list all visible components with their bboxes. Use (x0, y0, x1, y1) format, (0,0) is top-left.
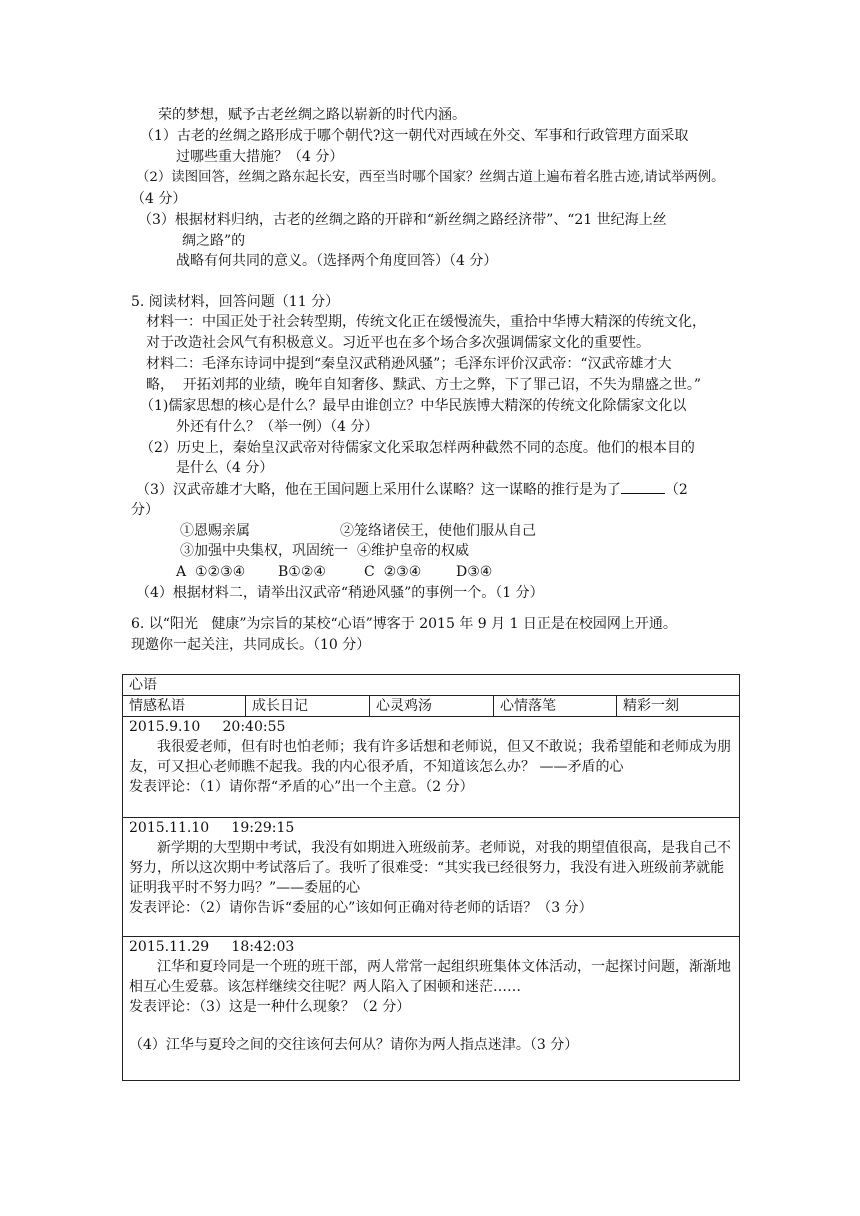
tab-emotion[interactable]: 情感私语 (123, 696, 246, 717)
entry-body: 我很爱老师，但有时也怕老师；我有许多话想和老师说，但又不敢说；我希望能和老师成为朋友，可又担心老师瞧不起我。我的内心很矛盾，不知道该怎么办？ ——矛盾的心 (129, 739, 731, 775)
entry-time: 2015.11.29 18:42:03 (129, 939, 295, 955)
choice-a: A ①②③④ (176, 564, 246, 580)
blog-entry (123, 937, 740, 1081)
entry-comment: 发表评论：（1）请你帮“矛盾的心”出一个主意。（2 分） (129, 779, 474, 795)
q5-sub-1-cont: 外还有什么？（举一例）（4 分） (176, 419, 379, 435)
option-4: ④维护皇帝的权威 (357, 543, 469, 559)
entry-extra-question: （4）江华与夏玲之间的交往该何去何从？请你为两人指点迷津。（3 分） (129, 1037, 579, 1053)
q5-sub-1: （1)儒家思想的核心是什么？最早由谁创立？中华民族博大精深的传统文化除儒家文化以 (140, 398, 687, 414)
blog-entry (123, 717, 740, 818)
q4-sub-1: （1）古老的丝绸之路形成于哪个朝代?这一朝代对西域在外交、军事和行政管理方面采取 (140, 128, 689, 144)
tab-highlight[interactable]: 精彩一刻 (617, 696, 740, 717)
q5-sub-4: （4）根据材料二，请举出汉武帝“稍逊风骚”的事例一个。（1 分） (136, 585, 544, 601)
blog-entry (123, 818, 740, 937)
entry-time: 2015.11.10 19:29:15 (129, 820, 295, 836)
entry-body: 新学期的大型期中考试，我没有如期进入班级前茅。老师说，对我的期望值很高，是我自己不努力，所以这次期中考试落后了。我听了很难受：“其实我已经很努力，我没有进入班级前茅就能证明我平时不努力吗？”——委屈的心 (129, 840, 731, 896)
q5-sub-3: （3）汉武帝雄才大略，他在王国问题上采用什么谋略？这一谋略的推行是为了 （2 (136, 479, 688, 500)
answer-blank (621, 479, 665, 494)
q5-material-1-cont: 对于改造社会风气有积极意义。习近平也在多个场合多次强调儒家文化的重要性。 (146, 335, 650, 351)
q4-sub-3: （3）根据材料归纳，古老的丝绸之路的开辟和“新丝绸之路经济带”、“21 世纪海上丝 (138, 212, 667, 228)
entry-time: 2015.9.10 20:40:55 (129, 719, 286, 735)
tab-soul-soup[interactable]: 心灵鸡汤 (370, 696, 494, 717)
q4-sub-3-cont: 绸之路”的 (182, 233, 246, 249)
tab-mood[interactable]: 心情落笔 (494, 696, 617, 717)
q5-sub-2: （2）历史上，秦始皇汉武帝对待儒家文化采取怎样两种截然不同的态度。他们的根本目的 (140, 440, 695, 456)
q5-sub-2-cont: 是什么（4 分） (176, 460, 274, 476)
q4-sub-2: （2）读图回答，丝绸之路东起长安，西至当时哪个国家？丝绸古道上遍布着名胜古迹,请试举两例。 (136, 170, 725, 185)
option-1: ①恩赐亲属 (180, 523, 250, 539)
choice-c: C ②③④ (364, 564, 422, 580)
q6-intro-cont: 现邀你一起关注，共同成长。（10 分） (131, 637, 371, 653)
option-2: ②笼络诸侯王，使他们服从自己 (340, 523, 536, 539)
blog-title: 心语 (123, 675, 740, 696)
option-3: ③加强中央集权，巩固统一 (180, 543, 348, 559)
q4-sub-3-cont2: 战略有何共同的意义。（选择两个角度回答）（4 分） (176, 253, 498, 269)
blog-table (122, 674, 740, 1081)
entry-body: 江华和夏玲同是一个班的班干部，两人常常一起组织班集体文体活动，一起探讨问题，渐渐地相互心生爱慕。该怎样继续交往呢？两人陷入了困顿和迷茫…… (129, 959, 731, 995)
choice-d: D③④ (456, 564, 493, 580)
q5-material-2-cont: 略， 开拓刘邦的业绩，晚年自知奢侈、黩武、方士之弊，下了罪己诏，不失为鼎盛之世。” (146, 377, 702, 393)
entry-comment: 发表评论：（2）请你告诉“委屈的心”该如何正确对待老师的话语？（3 分） (129, 900, 593, 916)
q5-material-2: 材料二：毛泽东诗词中提到“秦皇汉武稍逊风骚”；毛泽东评价汉武帝：“汉武帝雄才大 (146, 356, 672, 372)
q4-sub-1-cont: 过哪些重大措施？（4 分） (176, 149, 344, 165)
q4-sub-2-cont: （4 分） (131, 191, 187, 207)
choice-b: B①②④ (278, 564, 326, 580)
q6-intro: 6. 以“阳光 健康”为宗旨的某校“心语”博客于 2015 年 9 月 1 日正是在校园网上开通。 (131, 616, 677, 632)
q5-material-1: 材料一：中国正处于社会转型期，传统文化正在缓慢流失，重拾中华博大精深的传统文化， (146, 314, 706, 330)
q4-line: 荣的梦想，赋予古老丝绸之路以崭新的时代内涵。 (158, 107, 466, 123)
q5-title: 5. 阅读材料，回答问题（11 分） (131, 294, 340, 310)
tab-growth-diary[interactable]: 成长日记 (246, 696, 370, 717)
entry-comment: 发表评论：（3）这是一种什么现象？（2 分） (129, 999, 411, 1015)
q5-sub-3-cont: 分） (131, 502, 159, 518)
